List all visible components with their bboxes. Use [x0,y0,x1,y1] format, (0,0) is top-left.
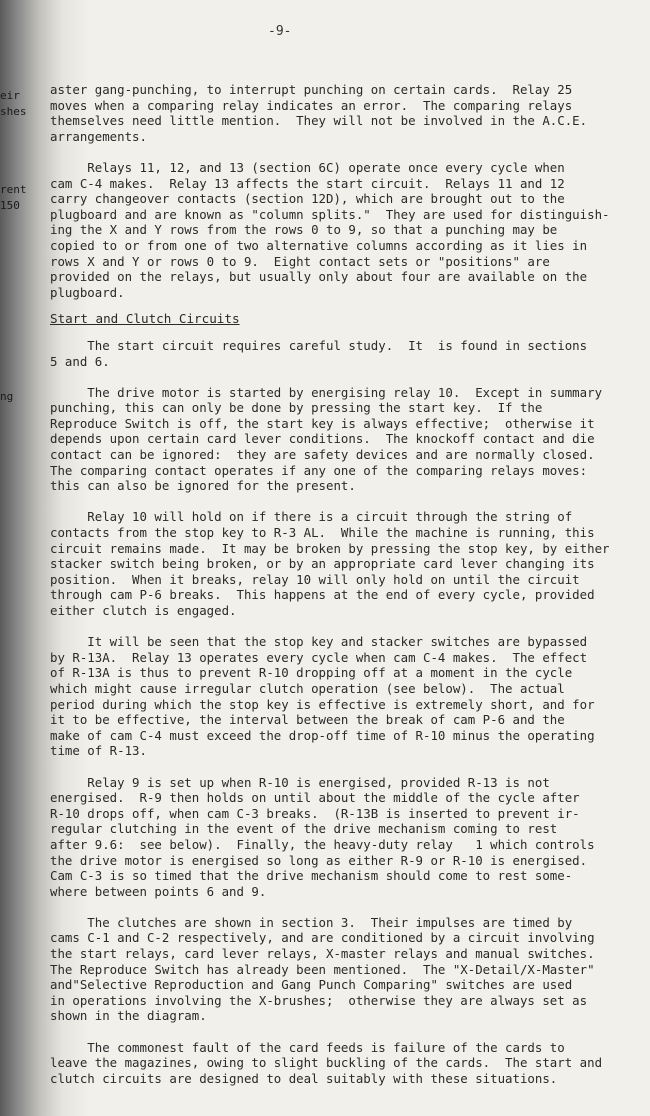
document-body [50,82,640,1086]
text-line: circuit remains made. It may be broken by pressing the stop key, by either [50,540,610,556]
margin-fragment: eir [0,89,20,102]
text-line: It will be seen that the stop key and stacker switches are bypassed [50,634,588,650]
text-line: shown in the diagram. [50,1008,207,1024]
paragraph-gap [50,327,640,338]
text-line: stacker switch being broken, or by an appropriate card lever changing its [50,556,595,572]
margin-fragment: 150 [0,199,20,212]
page-number: -9- [268,24,292,39]
paragraph-gap [50,899,640,915]
text-line: arrangements. [50,128,147,144]
text-line: time of R-13. [50,743,147,759]
text-line: copied to or from one of two alternative columns according as it lies in [50,237,588,253]
text-line: cams C-1 and C-2 respectively, and are conditioned by a circuit involving [50,930,595,946]
paragraph [50,509,640,618]
paragraph [50,338,640,369]
text-line: leave the magazines, owing to slight buckling of the cards. The start and [50,1055,603,1071]
text-line: Cam C-3 is so timed that the drive mechanism should come to rest some- [50,868,573,884]
text-line: aster gang-punching, to interrupt punching on certain cards. Relay 25 [50,82,573,97]
text-line: position. When it breaks, relay 10 will only hold on until the circuit [50,571,580,587]
text-line: plugboard. [50,284,125,300]
text-line: themselves need little mention. They will not be involved in the A.C.E. [50,113,588,129]
text-line: The drive motor is started by energising relay 10. Except in summary [50,384,603,400]
paragraph [50,160,640,300]
paragraph-gap [50,144,640,160]
text-line: of R-13A is thus to prevent R-10 dropping off at a moment in the cycle [50,665,573,681]
paragraph-gap [50,1024,640,1040]
text-line: plugboard and are known as "column splits." They are used for distinguish- [50,206,610,222]
text-line: R-10 drops off, when cam C-3 breaks. (R-13B is inserted to prevent ir- [50,805,580,821]
text-line: Reproduce Switch is off, the start key is always effective; otherwise it [50,415,595,431]
text-line: the drive motor is energised so long as either R-9 or R-10 is energised. [50,852,588,868]
text-line: The commonest fault of the card feeds is failure of the cards to [50,1039,565,1055]
text-line: The Reproduce Switch has already been mentioned. The "X-Detail/X-Master" [50,961,595,977]
paragraph-gap [50,494,640,510]
text-line: cam C-4 makes. Relay 13 affects the start circuit. Relays 11 and 12 [50,175,565,191]
text-line: it to be effective, the interval between the break of cam P-6 and the [50,712,565,728]
text-line: through cam P-6 breaks. This happens at the end of every cycle, provided [50,587,595,603]
text-line: the start relays, card lever relays, X-master relays and manual switches. [50,946,595,962]
paragraph [50,385,640,494]
text-line: moves when a comparing relay indicates an error. The comparing relays [50,97,573,113]
margin-fragment: ng [0,390,14,403]
text-line: after 9.6: see below). Finally, the heavy-duty relay 1 which controls [50,836,595,852]
text-line: contacts from the stop key to R-3 AL. While the machine is running, this [50,525,595,541]
text-line: Relay 10 will hold on if there is a circuit through the string of [50,509,573,525]
text-line: regular clutching in the event of the drive mechanism coming to rest [50,821,558,837]
text-line: clutch circuits are designed to deal suitably with these situations. [50,1070,558,1086]
text-line: and"Selective Reproduction and Gang Punch Comparing" switches are used [50,977,573,993]
text-line: make of cam C-4 must exceed the drop-off time of R-10 minus the operating [50,727,595,743]
margin-fragment: shes [0,105,27,118]
text-line: which might cause irregular clutch operation (see below). The actual [50,680,565,696]
text-line: this can also be ignored for the present. [50,478,356,494]
text-line: in operations involving the X-brushes; otherwise they are always set as [50,992,588,1008]
text-line: where between points 6 and 9. [50,883,267,899]
text-line: punching, this can only be done by pressing the start key. If the [50,400,543,416]
paragraph [50,82,640,144]
text-line: by R-13A. Relay 13 operates every cycle when cam C-4 makes. The effect [50,649,588,665]
text-line: contact can be ignored: they are safety devices and are normally closed. [50,447,595,463]
text-line: provided on the relays, but usually only about four are available on the [50,269,588,285]
paragraph-gap [50,300,640,311]
paragraph [50,915,640,1024]
text-line: energised. R-9 then holds on until about the middle of the cycle after [50,790,580,806]
paragraph-gap [50,619,640,635]
text-line: The comparing contact operates if any one of the comparing relays moves: [50,462,588,478]
paragraph [50,634,640,759]
text-line: carry changeover contacts (section 12D), which are brought out to the [50,191,565,207]
text-line: The start circuit requires careful study. It is found in sections [50,337,588,353]
text-line: either clutch is engaged. [50,603,237,618]
text-line: Relay 9 is set up when R-10 is energised, provided R-13 is not [50,774,550,790]
text-line: The clutches are shown in section 3. Their impulses are timed by [50,914,573,930]
text-line: period during which the stop key is effective is extremely short, and for [50,696,595,712]
margin-fragment: rent [0,183,27,196]
paragraph [50,1040,640,1087]
text-line: rows X and Y or rows 0 to 9. Eight contact sets or "positions" are [50,253,550,269]
paragraph [50,775,640,900]
paragraph-gap [50,759,640,775]
text-line: 5 and 6. [50,353,110,369]
text-line: Relays 11, 12, and 13 (section 6C) operate once every cycle when [50,159,565,175]
section-heading: Start and Clutch Circuits [50,311,240,327]
paragraph-gap [50,369,640,385]
text-line: depends upon certain card lever conditions. The knockoff contact and die [50,431,595,447]
text-line: ing the X and Y rows from the rows 0 to 9, so that a punching may be [50,222,558,238]
